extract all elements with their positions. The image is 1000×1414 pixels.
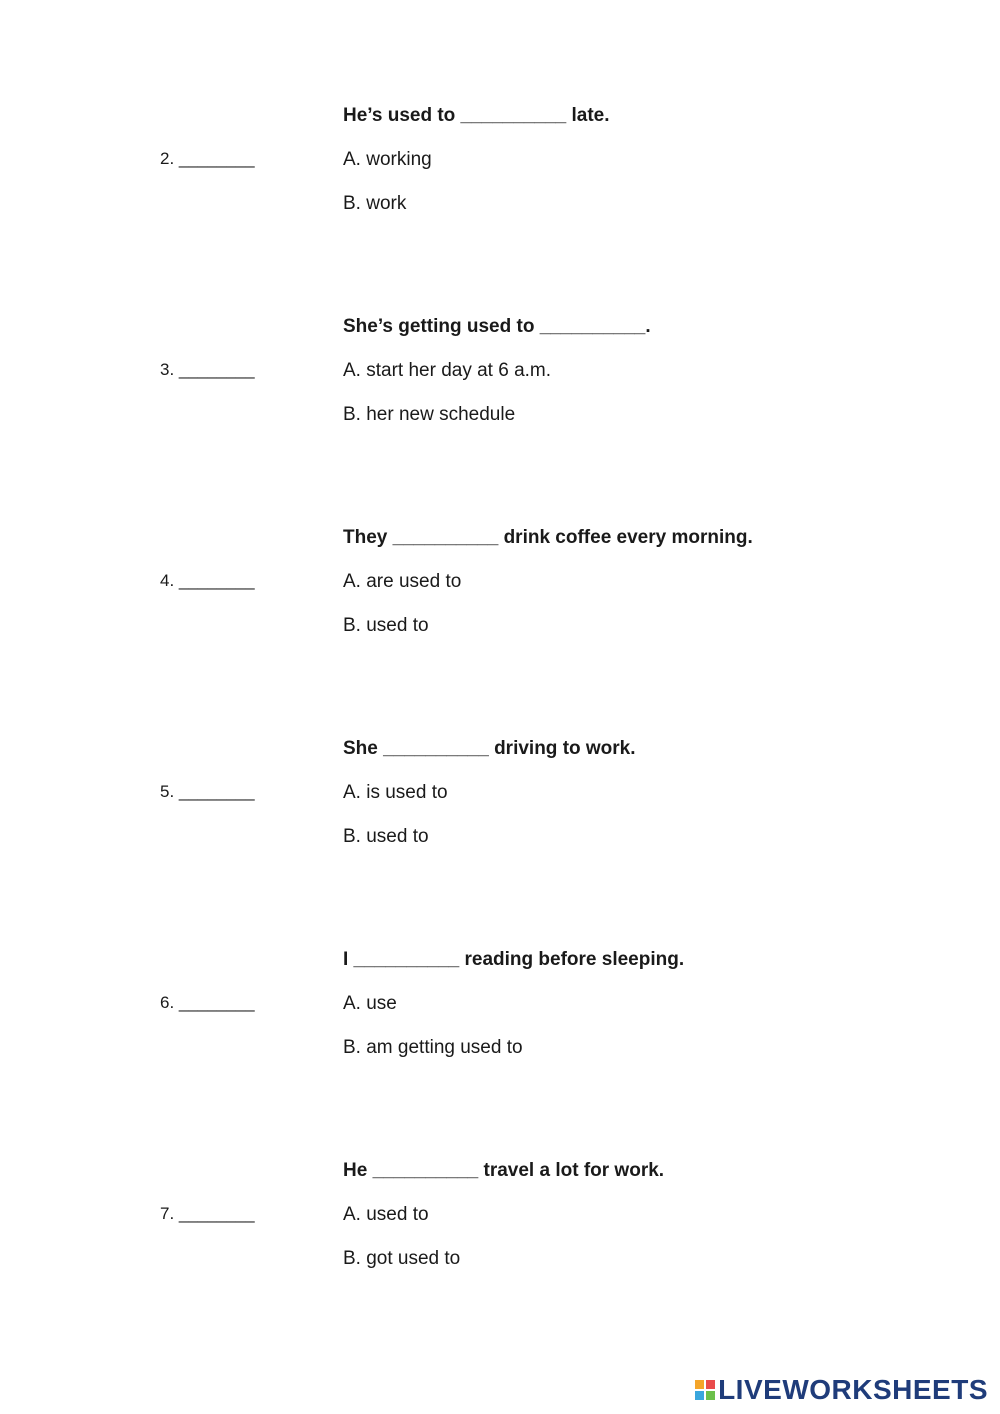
- option-b: B. got used to: [343, 1248, 461, 1269]
- answer-blank[interactable]: 2. ________: [160, 149, 255, 168]
- answer-blank[interactable]: 4. ________: [160, 571, 255, 590]
- logo-mark-square: [706, 1380, 715, 1389]
- question-block: [0, 105, 1000, 285]
- option-a: A. are used to: [343, 571, 462, 592]
- question-stem: I __________ reading before sleeping.: [343, 949, 685, 970]
- question-block: [0, 738, 1000, 918]
- answer-blank[interactable]: 3. ________: [160, 360, 255, 379]
- answer-blank[interactable]: 5. ________: [160, 782, 255, 801]
- option-a: A. use: [343, 993, 397, 1014]
- option-a: A. working: [343, 149, 432, 170]
- logo-text: LIVEWORKSHEETS: [718, 1374, 988, 1405]
- option-b: B. her new schedule: [343, 404, 516, 425]
- liveworksheets-logo: [695, 1375, 988, 1405]
- option-a: A. start her day at 6 a.m.: [343, 360, 552, 381]
- option-a: A. used to: [343, 1204, 429, 1225]
- option-a: A. is used to: [343, 782, 448, 803]
- logo-mark-square: [695, 1391, 704, 1400]
- question-block: [0, 949, 1000, 1129]
- question-stem: She’s getting used to __________.: [343, 316, 651, 337]
- logo-mark-square: [706, 1391, 715, 1400]
- question-block: [0, 1160, 1000, 1340]
- question-block: [0, 527, 1000, 707]
- option-b: B. work: [343, 193, 407, 214]
- question-stem: She __________ driving to work.: [343, 738, 636, 759]
- question-block: [0, 316, 1000, 496]
- logo-mark-square: [695, 1380, 704, 1389]
- liveworksheets-logo-icon: [695, 1380, 715, 1400]
- option-b: B. used to: [343, 826, 429, 847]
- option-b: B. used to: [343, 615, 429, 636]
- answer-blank[interactable]: 7. ________: [160, 1204, 255, 1223]
- question-stem: He __________ travel a lot for work.: [343, 1160, 665, 1181]
- question-stem: They __________ drink coffee every morning.: [343, 527, 753, 548]
- question-stem: He’s used to __________ late.: [343, 105, 610, 126]
- option-b: B. am getting used to: [343, 1037, 523, 1058]
- answer-blank[interactable]: 6. ________: [160, 993, 255, 1012]
